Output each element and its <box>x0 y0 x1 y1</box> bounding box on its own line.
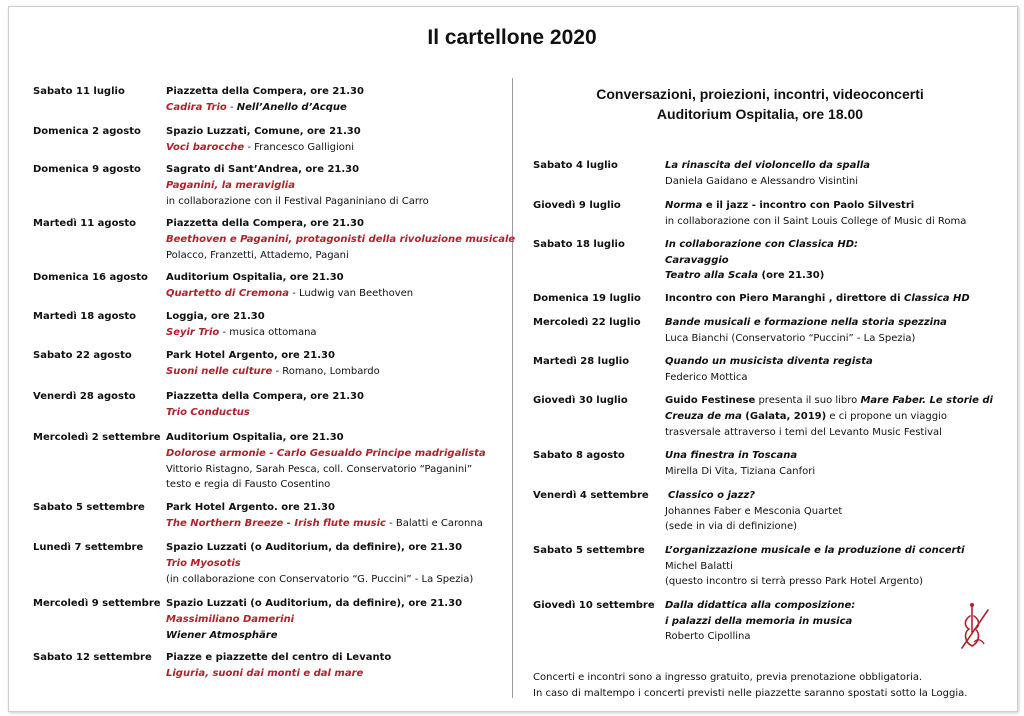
event-date: Sabato 12 settembre <box>33 652 152 663</box>
event-date: Giovedì 10 settembre <box>533 600 655 611</box>
event-note: (in collaborazione con Conservatorio “G. Puccini” - La Spezia) <box>166 574 474 585</box>
event-date: Giovedì 30 luglio <box>533 395 628 406</box>
event-title: La rinascita del violoncello da spalla <box>665 160 870 171</box>
event-subtitle: Wiener Atmosphäre <box>166 630 278 641</box>
event-date: Domenica 19 luglio <box>533 293 641 304</box>
event-note: in collaborazione con il Festival Paganiniano di Carro <box>166 196 429 207</box>
event-title: Guido Festinese presenta il suo libro Mare Faber. Le storie di <box>665 395 993 406</box>
event-subtitle: Teatro alla Scala (ore 21.30) <box>665 270 825 281</box>
event-title: Paganini, la meraviglia <box>166 180 295 191</box>
event-date: Venerdì 28 agosto <box>33 391 136 402</box>
right-heading: Conversazioni, proiezioni, incontri, videoconcerti <box>596 86 924 102</box>
event-venue: Piazzetta della Compera, ore 21.30 <box>166 218 364 229</box>
event-title: Dolorose armonie - Carlo Gesualdo Principe madrigalista <box>166 448 486 459</box>
event-title: Una finestra in Toscana <box>665 450 798 461</box>
event-venue: Sagrato di Sant’Andrea, ore 21.30 <box>166 164 360 175</box>
event-subtitle: Creuza de ma (Galata, 2019) e ci propone un viaggio <box>665 411 947 422</box>
column-divider <box>512 78 513 698</box>
event-speakers: Mirella Di Vita, Tiziana Canfori <box>665 466 816 477</box>
event-date: Sabato 4 luglio <box>533 160 618 171</box>
event-date: Martedì 11 agosto <box>33 218 137 229</box>
event-venue: Loggia, ore 21.30 <box>166 311 265 322</box>
event-date: Sabato 5 settembre <box>533 545 645 556</box>
event-date: Domenica 2 agosto <box>33 126 141 137</box>
event-title: Cadira Trio - Nell’Anello d’Acque <box>166 102 347 113</box>
event-date: Venerdì 4 settembre <box>533 490 649 501</box>
event-venue: Auditorium Ospitalia, ore 21.30 <box>166 432 344 443</box>
event-date: Mercoledì 22 luglio <box>533 317 641 328</box>
violin-icon <box>958 602 994 654</box>
event-date: Martedì 18 agosto <box>33 311 137 322</box>
event-title: Quando un musicista diventa regista <box>665 356 873 367</box>
event-speakers: Michel Balatti <box>665 561 733 572</box>
event-venue: Piazze e piazzette del centro di Levanto <box>166 652 392 663</box>
event-venue: Piazzetta della Compera, ore 21.30 <box>166 391 364 402</box>
event-subtitle: i palazzi della memoria in musica <box>665 616 853 627</box>
event-date: Sabato 18 luglio <box>533 239 625 250</box>
event-note: in collaborazione con il Saint Louis College of Music di Roma <box>665 216 967 227</box>
event-speakers: Johannes Faber e Mesconia Quartet <box>665 506 843 517</box>
event-venue: Spazio Luzzati (o Auditorium, da definire), ore 21.30 <box>166 598 463 609</box>
event-title: Quartetto di Cremona - Ludwig van Beethoven <box>166 288 414 299</box>
footer-note: Concerti e incontri sono a ingresso gratuito, previa prenotazione obbligatoria. <box>533 672 923 683</box>
event-title: Classico o jazz? <box>668 490 756 501</box>
event-venue: Park Hotel Argento, ore 21.30 <box>166 350 335 361</box>
event-title: Trio Conductus <box>166 407 250 418</box>
event-note: (questo incontro si terrà presso Park Hotel Argento) <box>665 576 924 587</box>
event-title: Dalla didattica alla composizione: <box>665 600 856 611</box>
event-speakers: Luca Bianchi (Conservatorio “Puccini” - La Spezia) <box>665 333 916 344</box>
event-date: Domenica 9 agosto <box>33 164 141 175</box>
event-date: Lunedì 7 settembre <box>33 542 144 553</box>
event-date: Sabato 11 luglio <box>33 86 125 97</box>
right-subheading: Auditorium Ospitalia, ore 18.00 <box>656 106 864 122</box>
event-date: Martedì 28 luglio <box>533 356 630 367</box>
event-title: The Northern Breeze - Irish flute music - Balatti e Caronna <box>166 518 483 529</box>
event-title: Incontro con Piero Maranghi , direttore di Classica HD <box>665 293 970 304</box>
event-subtitle: Caravaggio <box>665 255 729 266</box>
event-venue: Park Hotel Argento. ore 21.30 <box>166 502 335 513</box>
event-title: Voci barocche - Francesco Galligioni <box>166 142 354 153</box>
event-title: Beethoven e Paganini, protagonisti della rivoluzione musicale <box>166 234 516 245</box>
event-venue: Spazio Luzzati (o Auditorium, da definire), ore 21.30 <box>166 542 463 553</box>
event-title: Suoni nelle culture - Romano, Lombardo <box>166 366 380 377</box>
event-date: Sabato 5 settembre <box>33 502 145 513</box>
footer-note: In caso di maltempo i concerti previsti nelle piazzette saranno spostati sotto la Loggia. <box>533 688 968 699</box>
event-date: Mercoledì 2 settembre <box>33 432 161 443</box>
event-title: Trio Myosotis <box>166 558 241 569</box>
event-speakers: Daniela Gaidano e Alessandro Visintini <box>665 176 859 187</box>
event-speakers: Federico Mottica <box>665 372 748 383</box>
event-title: Norma e il jazz - incontro con Paolo Silvestri <box>665 200 915 211</box>
event-note: testo e regia di Fausto Cosentino <box>166 479 331 490</box>
event-note: (sede in via di definizione) <box>665 521 797 532</box>
event-date: Mercoledì 9 settembre <box>33 598 161 609</box>
event-speakers: Roberto Cipollina <box>665 631 751 642</box>
event-date: Sabato 22 agosto <box>33 350 132 361</box>
event-venue: Auditorium Ospitalia, ore 21.30 <box>166 272 344 283</box>
event-date: Domenica 16 agosto <box>33 272 148 283</box>
event-date: Sabato 8 agosto <box>533 450 625 461</box>
event-title: Liguria, suoni dai monti e dal mare <box>166 668 364 679</box>
event-venue: Piazzetta della Compera, ore 21.30 <box>166 86 364 97</box>
event-title: Massimiliano Damerini <box>166 614 295 625</box>
event-title: In collaborazione con Classica HD: <box>665 239 859 250</box>
event-venue: Spazio Luzzati, Comune, ore 21.30 <box>166 126 361 137</box>
event-note: Polacco, Franzetti, Attademo, Pagani <box>166 250 349 261</box>
page-title: Il cartellone 2020 <box>427 26 597 49</box>
event-note: trasversale attraverso i temi del Levanto Music Festival <box>665 427 942 438</box>
event-note: Vittorio Ristagno, Sarah Pesca, coll. Conservatorio “Paganini” <box>166 464 473 475</box>
event-date: Giovedì 9 luglio <box>533 200 621 211</box>
event-title: Bande musicali e formazione nella storia spezzina <box>665 317 947 328</box>
event-title: L’organizzazione musicale e la produzione di concerti <box>665 545 965 556</box>
event-title: Seyir Trio - musica ottomana <box>166 327 317 338</box>
